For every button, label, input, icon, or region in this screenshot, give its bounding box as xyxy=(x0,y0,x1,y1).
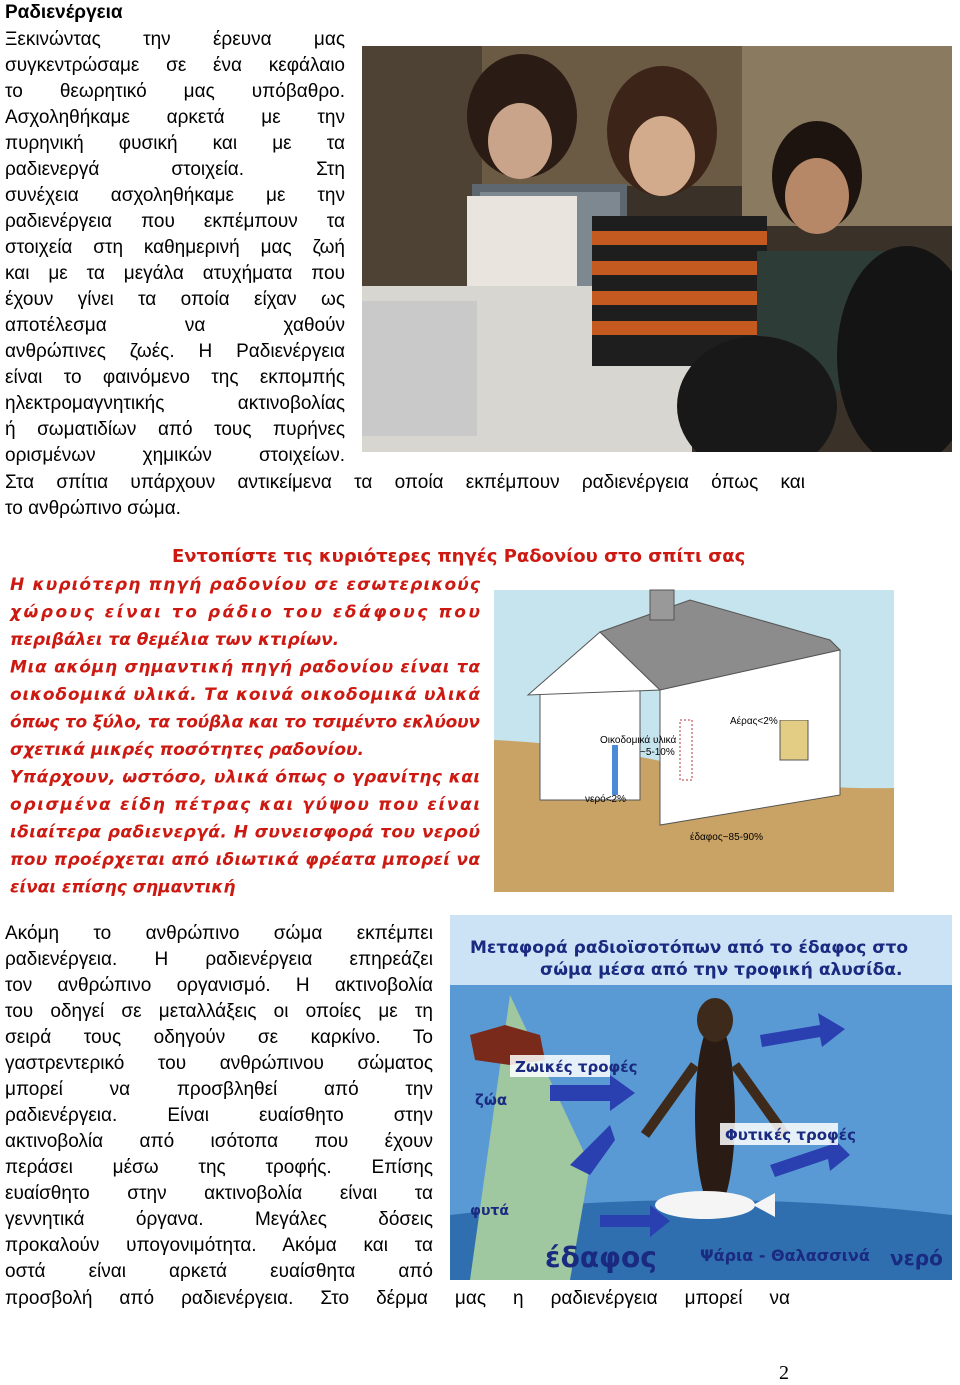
radon-text-line: που προέρχεται από ιδιωτικά φρέατα μπορεί να xyxy=(10,850,480,870)
page-heading: Ραδιενέργεια xyxy=(5,2,123,23)
chain-water: νερό xyxy=(890,1246,943,1270)
body-paragraph xyxy=(5,921,433,1285)
house-label-air: Αέρας<2% xyxy=(730,716,778,727)
chain-fish: Ψάρια - Θαλασσινά xyxy=(700,1246,870,1265)
human-silhouette xyxy=(695,1020,735,1210)
intro-line: το θεωρητικό μας υπόβαθρο. xyxy=(5,81,345,102)
full-width-paragraph xyxy=(5,470,805,522)
body-line: Ακόμη το ανθρώπινο σώμα εκπέμπει xyxy=(5,923,433,944)
intro-line: στοιχεία στη καθημερινή μας ζωή xyxy=(5,237,345,258)
intro-line: ραδιενέργεια που εκπέμπουν τα xyxy=(5,211,345,232)
intro-line: έχουν γίνει τα οποία είχαν ως xyxy=(5,289,345,310)
chain-animal-foods: Ζωικές τροφές xyxy=(515,1058,638,1076)
body-line: οστά είναι αρκετά ευαίσθητα από xyxy=(5,1261,433,1282)
house-label-soil: έδαφος~85-90% xyxy=(690,832,763,843)
body-line: σειρά τους οδηγούν σε καρκίνο. Το xyxy=(5,1027,433,1048)
body-line: ραδιενέργεια. Είναι ευαίσθητο στην xyxy=(5,1105,433,1126)
house-label-materials: Οικοδομικά υλικά xyxy=(600,735,677,746)
body-line: γεννητικά όργανα. Μεγάλες δόσεις xyxy=(5,1209,433,1230)
chain-soil: έδαφος xyxy=(545,1241,657,1274)
intro-line: και με τα μεγάλα ατυχήματα που xyxy=(5,263,345,284)
house-label-materials-pct: ~5-10% xyxy=(640,747,675,758)
page-number: 2 xyxy=(779,1362,789,1384)
body-line: ραδιενέργεια. Η ραδιενέργεια επηρεάζει xyxy=(5,949,433,970)
chain-title-line2: σώμα μέσα από την τροφική αλυσίδα. xyxy=(540,960,903,980)
body-line: μπορεί να προσβληθεί από την xyxy=(5,1079,433,1100)
radon-sources-figure xyxy=(0,540,900,900)
radon-text-line: ιδιαίτερα ραδιενεργά. Η συνεισφορά του νερού xyxy=(10,822,480,843)
radon-text-line: είναι επίσης σημαντική xyxy=(10,877,236,898)
chain-plants: φυτά xyxy=(470,1203,509,1219)
fish-icon xyxy=(655,1191,755,1219)
body-line: προκαλούν υπογονιμότητα. Ακόμα και τα xyxy=(5,1235,433,1256)
radon-figure-title: Εντοπίστε τις κυριότερες πηγές Ραδονίου στο σπίτι σας xyxy=(172,546,746,567)
house-label-water: νερό<2% xyxy=(585,794,627,805)
intro-line: ανθρώπινες ζωές. Η Ραδιενέργεια xyxy=(5,341,345,362)
body-line: περάσει μέσω της τροφής. Επίσης xyxy=(5,1157,433,1178)
chain-animals: ζώα xyxy=(475,1091,508,1109)
last-line-text: προσβολή από ραδιενέργεια. Στο δέρμα μας η ραδιενέργεια μπορεί να xyxy=(5,1288,790,1309)
body-line: γαστρεντερικό του ανθρώπινου σώματος xyxy=(5,1053,433,1074)
radon-text-line: οικοδομικά υλικά. Τα κοινά οικοδομικά υλικά xyxy=(10,685,481,705)
intro-line: συνέχεια ασχοληθήκαμε με την xyxy=(5,185,345,206)
radon-text-line: ορισμένα είδη πέτρας και γύψου που είναι xyxy=(10,795,480,815)
radon-text-line: Υπάρχουν, ωστόσο, υλικά όπως ο γρανίτης και xyxy=(10,767,480,788)
full-line: Στα σπίτια υπάρχουν αντικείμενα τα οποία εκπέμπουν ραδιενέργεια όπως και xyxy=(5,472,805,493)
intro-line: ηλεκτρομαγνητικής ακτινοβολίας xyxy=(5,393,345,414)
radon-text-line: περιβάλει τα θεμέλια των κτιρίων. xyxy=(10,630,340,650)
intro-line: συγκεντρώσαμε σε ένα κεφάλαιο xyxy=(5,55,345,76)
students-photo xyxy=(362,46,952,452)
intro-line: ραδιενεργά στοιχεία. Στη xyxy=(5,159,345,180)
body-line: τον ανθρώπινο οργανισμό. Η ακτινοβολία xyxy=(5,975,433,996)
chain-title-line1: Μεταφορά ραδιοϊσοτόπων από το έδαφος στο xyxy=(470,938,909,958)
radon-text-line: Μια ακόμη σημαντική πηγή ραδονίου είναι τα xyxy=(10,657,480,678)
intro-line: Ασχοληθήκαμε αρκετά με την xyxy=(5,107,345,128)
full-line: το ανθρώπινο σώμα. xyxy=(5,498,181,519)
body-line: του οδηγεί σε μεταλλάξεις οι οποίες με τη xyxy=(5,1001,433,1022)
intro-line: ορισμένων χημικών στοιχείων. xyxy=(5,445,345,466)
intro-line: αποτέλεσμα να χαθούν xyxy=(5,315,345,336)
intro-line: ή σωματιδίων από τους πυρήνες xyxy=(5,419,345,440)
body-line: ευαίσθητο στην ακτινοβολία είναι τα xyxy=(5,1183,433,1204)
food-chain-figure xyxy=(450,915,952,1280)
body-line: ακτινοβολία από ισότοπα που έχουν xyxy=(5,1131,433,1152)
intro-line: πυρηνική φυσική και με τα xyxy=(5,133,345,154)
last-line xyxy=(5,1286,790,1312)
radon-text-line: Η κυριότερη πηγή ραδονίου σε εσωτερικούς xyxy=(10,575,481,595)
intro-paragraph xyxy=(5,27,345,469)
radon-text-line: χώρους είναι το ράδιο του εδάφους που xyxy=(10,602,480,623)
radon-text-line: όπως το ξύλο, τα τούβλα και το τσιμέντο εκλύουν xyxy=(10,712,480,733)
intro-line: είναι το φαινόμενο της εκπομπής xyxy=(5,367,345,388)
intro-line: Ξεκινώντας την έρευνα μας xyxy=(5,29,345,50)
chain-plant-foods: Φυτικές τροφές xyxy=(725,1126,857,1144)
radon-text-line: σχετικά μικρές ποσότητες ραδονίου. xyxy=(10,740,364,760)
